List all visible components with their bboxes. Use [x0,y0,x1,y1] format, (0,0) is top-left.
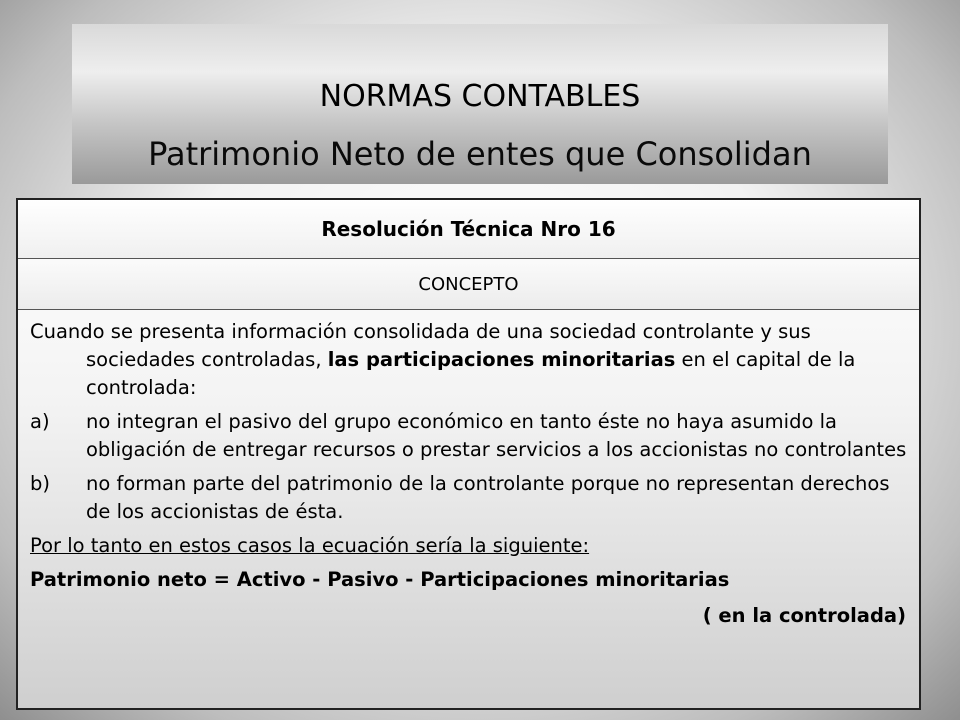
equation-note: ( en la controlada) [702,604,906,627]
page-subtitle: Patrimonio Neto de entes que Consolidan [148,135,812,173]
list-item-marker: a) [30,410,50,433]
list-item-marker: b) [30,472,50,495]
table-heading-row [18,200,919,259]
content-table [16,198,921,710]
page-title: NORMAS CONTABLES [319,79,641,114]
intro-text-bold: las participaciones minoritarias [327,348,676,371]
concept-body [30,318,910,630]
intro-paragraph [30,318,910,402]
list-item-a [30,408,910,464]
concept-row [18,259,919,310]
table-heading: Resolución Técnica Nro 16 [321,217,616,241]
title-banner [72,24,888,184]
concept-label: CONCEPTO [418,273,519,295]
list-item-b [30,470,910,526]
list-item-text: no integran el pasivo del grupo económico en tanto éste no haya asumido la obligación de entregar recursos o prestar servicios a los accionistas no controlantes [86,410,907,461]
intro-text-start: Cuando se presenta información consolidada de una sociedad controlante y sus sociedades controladas, [30,320,811,371]
conclusion-text: Por lo tanto en estos casos la ecuación sería la siguiente: [30,534,590,557]
intro-text-end: en el capital de la controlada: [86,348,856,399]
equation-text: Patrimonio neto = Activo - Pasivo - Participaciones minoritarias [30,568,730,591]
list-item-text: no forman parte del patrimonio de la controlante porque no representan derechos de los accionistas de ésta. [86,472,890,523]
